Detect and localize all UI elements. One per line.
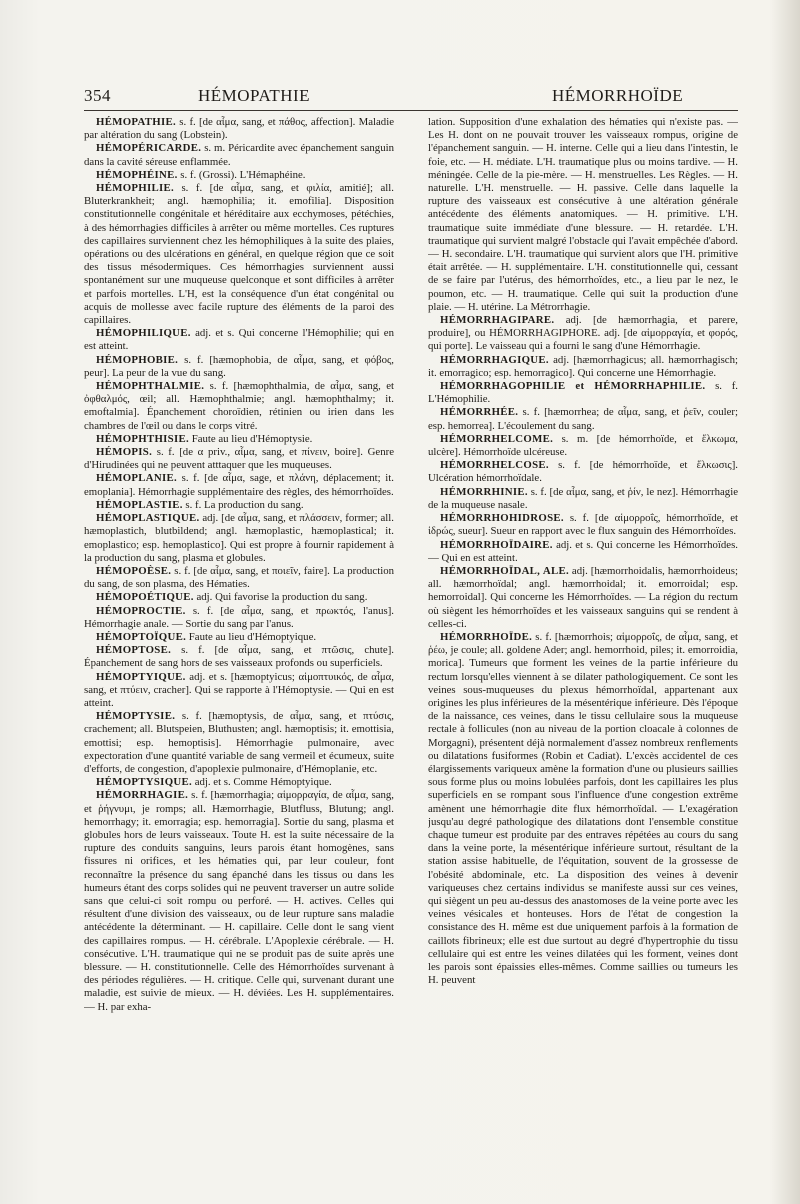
dictionary-entry [84, 380, 394, 433]
entry-definition: s. f. [de α priv., αἷμα, sang, et πίνειν, boire]. Genre d'Hirudinées qui ne peuvent atttaquer que les muqueuses. [84, 446, 394, 472]
dictionary-entry [428, 459, 738, 485]
dictionary-entry [84, 182, 394, 327]
entry-headword: HÉMOPOÉTIQUE. [96, 591, 194, 604]
entry-headword: HÉMOPHILIQUE. [96, 327, 191, 340]
right-column [428, 116, 738, 1196]
dictionary-entry [428, 512, 738, 538]
dictionary-entry [84, 116, 394, 142]
dictionary-entry [428, 406, 738, 432]
entry-definition: s. f. L'Hémophilie. [428, 380, 738, 406]
entry-definition: s. f. [hæmoptysis, de αἷμα, sang, et πτύσις, crachement; all. Blutspeien, Bluthusten; angl. hæmoptisis; it. emottisia, emottisi; esp. hemoptisis]. Hémorrhagie pulmonaire, avec expectoration d'une quantité variable de sang vermeil et écumeux, suite d'efforts, de congestion, d'apoplexie pulmonaire, d'Hémoplanie, etc. [84, 710, 394, 775]
entry-definition: s. f. [hæmophobia, de αἷμα, sang, et φόβος, peur]. La peur de la vue du sang. [84, 353, 394, 379]
dictionary-entry [84, 591, 394, 604]
entry-headword: HÉMORRHAGOPHILIE et HÉMORRHAPHILIE. [440, 380, 706, 393]
entry-definition: adj. Qui favorise la production du sang. [193, 591, 368, 604]
dictionary-entry [84, 776, 394, 789]
page-number: 354 [84, 86, 111, 105]
entry-headword: HÉMOPLASTIE. [96, 498, 183, 511]
dictionary-entry [428, 631, 738, 987]
entry-definition: s. f. [de αἷμα, sang, et πρωκτός, l'anus]. Hémorrhagie anale. — Sortie du sang par l'anus. [84, 604, 394, 630]
dictionary-entry [84, 512, 394, 565]
entry-definition: adj. [de hæmorrhagia, et parere, produire], ou HÉMORRHAGIPHORE. adj. [de αἱμορραγία, et φορός, qui porte]. Le vaisseau qui a fourni le sang d'une Hémorrhagie. [428, 314, 738, 353]
dictionary-entry [84, 433, 394, 446]
dictionary-entry [428, 433, 738, 459]
entry-definition: s. f. [de αἷμα, sang, et ῥίν, le nez]. Hémorrhagie de la muqueuse nasale. [428, 485, 738, 511]
entry-headword: HÉMORRHELCOSE. [440, 459, 549, 472]
header-rule [84, 110, 738, 111]
entry-definition: s. f. [de αἷμα, sage, et πλάνη, déplacement; it. emoplania]. Hémorrhagie supplémentaire des règles, des hémorrhoïdes. [84, 472, 394, 498]
dictionary-entry [84, 472, 394, 498]
entry-definition: s. f. [de hémorrhoïde, et ἕλκωσις]. Ulcération hémorrhoïdale. [428, 459, 738, 485]
entry-headword: HÉMOPHTHALMIE. [96, 380, 205, 393]
dictionary-entry [84, 710, 394, 776]
entry-definition: s. f. [de αἷμα, sang, et ποιεῖν, faire]. La production du sang, de son plasma, des Hématies. [84, 564, 394, 591]
entry-headword: HÉMOPHOBIE. [96, 353, 179, 366]
dictionary-entry [84, 671, 394, 711]
entry-headword: HÉMORRHAGIE. [96, 789, 189, 802]
entry-definition: adj. [hæmorrhoidalis, hæmorrhoideus; all. hæmorrhoïdal; angl. hæmorrhoidal; it. emorroidal; esp. hemorroidal]. Qui concerne les Hémorrhoïdes. — La région du rectum où siègent les hémorrhoïdes et les vaisseaux sanguins qui se rendent à celles-ci. [428, 564, 738, 630]
entry-headword: HÉMORRHOÏDAL, ALE. [440, 564, 569, 577]
entry-definition: s. f. [de αἷμα, sang, et φιλία, amitié]; all. Bluterkrankheit; angl. hæmophilia; it. emofilia]. Disposition constitutionnelle congénitale et héréditaire aux ecchymoses, pétéchies, à des hémorrhagies difficiles à arrêter ou même mortelles. Ces ruptures des capillaires surviennent chez les hémophiliques à la suite des plaies, opérations ou des ulcérations en général, en quelque région que ce soit des tissus mésodermiques. Ces hémorrhagies surviennent aussi spontanément sur une muqueuse quelconque et sont difficiles à arrêter et parfois mortelles. L'H, est la conséquence d'un état congénital ou acquis de mollesse avec facile rupture des éléments de la paroi des capillaires. [84, 182, 394, 327]
entry-definition: s. f. [de αἷμα, sang, et πάθος, affection]. Maladie par altération du sang (Lobstein). [84, 116, 394, 142]
dictionary-entry [84, 142, 394, 168]
entry-definition: adj. et s. Comme Hémoptyique. [192, 776, 332, 789]
entry-headword: HÉMOPTOSE. [96, 644, 172, 657]
entry-definition: Faute au lieu d'Hémoptysie. [189, 432, 313, 445]
entry-definition: s. f. [hæmorrhea; de αἷμα, sang, et ῥεῖν, couler; esp. hemorrea]. L'écoulement du sang. [428, 406, 738, 432]
entry-definition: s. m. [de hémorrhoïde, et ἕλκωμα, ulcère]. Hémorrhoïde ulcéreuse. [428, 432, 738, 459]
entry-definition: s. f. [hæmophthalmia, de αἷμα, sang, et ὀφθαλμός, œil; all. Hæmophthalmie; angl. hæmophthalmy; it. emoftalmia]. Épanchement choroïdien, rétinien ou irien dans les chambres de l'œil ou dans le corps vitré. [84, 380, 394, 432]
dictionary-entry [428, 116, 738, 314]
dictionary-entry [84, 327, 394, 353]
entry-headword: HÉMORRHAGIQUE. [440, 353, 549, 366]
header-left-title: HÉMOPATHIE [198, 86, 311, 105]
dictionary-entry [84, 565, 394, 591]
dictionary-entry [84, 605, 394, 631]
dictionary-entry [428, 486, 738, 512]
entry-headword: HÉMOPTOÏQUE. [96, 630, 187, 643]
entry-headword: HÉMOPATHIE. [96, 116, 176, 128]
entry-definition: adj. et s. Qui concerne l'Hémophilie; qui en est atteint. [84, 327, 394, 353]
dictionary-entry [84, 169, 394, 182]
entry-headword: HÉMOPHILIE. [96, 182, 174, 195]
entry-headword: HÉMORRHOÏDE. [440, 630, 533, 643]
entry-definition: s. f. [hæmorrhagia; αἱμορραγία, de αἷμα, sang, et ῥήγνυμι, je romps; all. Hæmorrhagie, Blutfluss, Blutung; angl. hemorrhagy; it. emorragia; esp. hemorragia]. Sortie du sang, plasma et globules hors de leurs vaisseaux. Toute H. est la suite nécessaire de la rupture des conduits sanguins, leurs parois étant homogènes, sans fissures ni orifices, et les hématies qui, par leur couleur, font reconnaître la présence du sang épanché dans les tissus ou dans les humeurs étant des corps solides qui ne peuvent traverser un autre solide sans que celui-ci soit rompu ou perforé. — H. actives. Celles qui résultent d'une division des vaisseaux, ou de leur rupture sans maladie antécédente la déterminant. — H. capillaire. Celle dont le sang vient des capillaires rompus. — H. cérébrale. L'Apoplexie cérébrale. — H. consécutive. L'H. traumatique qui ne se produit pas de suite après une blessure. — H. constitutionnelle. Celle des Hémorrhoïdes survenant à des périodes régulières. — H. critique. Celle qui, survenant durant une maladie, est suivie de mieux. — H. déviées. Les H. supplémentaires. — H. par exha- [84, 789, 394, 1013]
entry-definition: s. f. [de αἱμορροΐς, hémorrhoïde, et ἱδρώς, sueur]. Sueur en rapport avec le flux sanguin des Hémorrhoïdes. [428, 512, 738, 538]
entry-definition: adj. et s. Qui concerne les Hémorrhoïdes. — Qui en est atteint. [428, 538, 738, 564]
dictionary-entry [84, 499, 394, 512]
entry-headword: HÉMOPHÉINE. [96, 168, 178, 181]
entry-headword: HÉMORRHELCOME. [440, 432, 554, 445]
entry-headword: HÉMOPHTHISIE. [96, 432, 189, 445]
entry-headword: HÉMOPROCTIE. [96, 604, 186, 617]
entry-headword: HÉMOPTYSIE. [96, 710, 176, 723]
entry-definition: adj. [hæmorrhagicus; all. hæmorrhagisch; it. emorragico; esp. hemorragico]. Qui concerne une Hémorrhagie. [428, 353, 738, 379]
entry-definition: s. f. [hæmorrhois; αἱμορροΐς, de αἷμα, sang, et ῥέω, je coule; all. goldene Ader; angl. hemorrhoid, piles; it. emorroidia, morica]. Tumeurs que forment les veines de la partie inférieure du rectum lorsqu'elles viennent à se dilater pathologiquement. Ce sont les veines sous-muqueuses du plexus hémorrhoïdal, appartenant aux origines les plus inférieures de la mésentérique inférieure. Dès l'époque de la naissance, ces veines, dans le tissu cellulaire sous la muqueuse rectale à follicules (non au niveau de la portion cloacale à colonnes de Morgagni), présentent déjà normalement d'assez nombreux renflements ou dilatations fusiformes (Robin et Cadiat). L'excès accidentel de ces élargissements variqueux amène la formation d'une ou plusieurs saillies sous forme plus ou moins lobulées parfois, dont les capillaires les plus superficiels en se rompant sous l'influence d'une congestion extrême amènent une hémorrhagie dite flux hémorrhoïdal. — L'exagération jusqu'au degré pathologique des dilatations dont l'ensemble constitue chaque tumeur est produite par des entraves répétées au cours du sang dans la veine porte, la mésentérique inférieure surtout, résultant de la station assise habituelle, de l'équitation, souvent de la grossesse de l'obésité abdominale, etc. La disposition des veines à devenir variqueuses chez certains individus se manifeste aussi sur ces veines, qui siègent un peu au-dessus des anastomoses de la veine porte avec les veines vésicales et honteuses. Hors de l'état de congestion la consistance des H. même est due uniquement parfois à la formation de caillots fibrineux; elle est due surtout au degré d'hypertrophie du tissu cellulaire qui est entre les veines dilatées qui les forment, veines dont les parois sont épaissies elles-mêmes. Comme saillies ou tumeurs les H. peuvent [428, 630, 738, 987]
dictionary-entry [428, 314, 738, 354]
entry-headword: HÉMOPTYIQUE. [96, 670, 186, 683]
entry-definition: s. f. La production du sang. [182, 498, 304, 511]
entry-headword: HÉMOPOÈSE. [96, 564, 172, 577]
entry-definition: adj. [de αἷμα, sang, et πλάσσειν, former; all. hæmoplastich, blutbildend; angl. hæmoplastic, hæmoplastical; it. emoplastico; esp. hemoplastico]. Qui est propre à fournir rapidement à la production du sang, plasma et globules. [84, 512, 394, 564]
entry-headword: HÉMOPTYSIQUE. [96, 776, 192, 789]
entry-headword: HÉMORRHÉE. [440, 406, 519, 419]
entry-definition: adj. et s. [hæmoptyicus; αἱμοπτυικός, de αἷμα, sang, et πτύειν, cracher]. Qui se rapporte à l'Hémoptysie. — Qui en est atteint. [84, 670, 394, 709]
dictionary-entry [84, 446, 394, 472]
entry-headword: HÉMORRHAGIPARE. [440, 314, 555, 327]
dictionary-entry [84, 789, 394, 1013]
running-header [0, 86, 800, 108]
entry-definition: lation. Supposition d'une exhalation des hématies qui n'existe pas. — Les H. dont on ne pouvait trouver les vaisseaux rompus, origine de l'épanchement sanguin. — H. interne. Celle qui a lieu dans l'intestin, le foie, etc. — H. médiate. L'H. traumatique plus ou moins tardive. — H. méningée. Celle de la pie-mère. — H. menstruelles. Les Règles. — H. naturelle. L'H. menstruelle. — H. passive. Celle dans laquelle la rupture des vaisseaux est consécutive à une altération générale antécédente des éléments anatomiques. — H. primitive. L'H. traumatique suite immédiate d'une blessure. — H. retardée. L'H. traumatique qui survient malgré l'obstacle qui l'avait empêchée d'abord. — H. secondaire. L'H. traumatique qui survient alors que l'H. primitive était arrêtée. — H. supplémentaire. L'H. constitutionnelle qui, cessant de se faire par l'utérus, des hémorrhoïdes, etc., a lieu par le nez, le poumon, etc. — H. traumatique. Celle qui suit la production d'une plaie. — H. utérine. La Métrorrhagie. [428, 116, 738, 313]
entry-headword: HÉMOPIS. [96, 446, 153, 459]
entry-definition: s. m. Péricardite avec épanchement sanguin dans la cavité séreuse enflammée. [84, 142, 394, 168]
entry-headword: HÉMOPLASTIQUE. [96, 512, 200, 525]
entry-definition: Faute au lieu d'Hémoptyique. [186, 630, 317, 643]
entry-definition: s. f. (Grossi). L'Hémaphéine. [177, 168, 306, 181]
entry-headword: HÉMOPLANIE. [96, 472, 177, 485]
dictionary-entry [84, 631, 394, 644]
dictionary-entry [428, 539, 738, 565]
header-right-title: HÉMORRHOÏDE [552, 86, 684, 105]
dictionary-entry [428, 380, 738, 406]
entry-definition: s. f. [de αἷμα, sang, et πτῶσις, chute]. Épanchement de sang hors de ses vaisseaux profonds ou superficiels. [84, 644, 394, 670]
left-column [84, 116, 394, 1196]
dictionary-entry [84, 644, 394, 670]
dictionary-entry [428, 354, 738, 380]
entry-headword: HÉMORRHOHIDROSE. [440, 512, 564, 525]
entry-headword: HÉMORRHOÏDAIRE. [440, 538, 553, 551]
entry-headword: HÉMORRHINIE. [440, 485, 528, 498]
dictionary-entry [428, 565, 738, 631]
entry-headword: HÉMOPÉRICARDE. [96, 142, 202, 155]
dictionary-entry [84, 354, 394, 380]
